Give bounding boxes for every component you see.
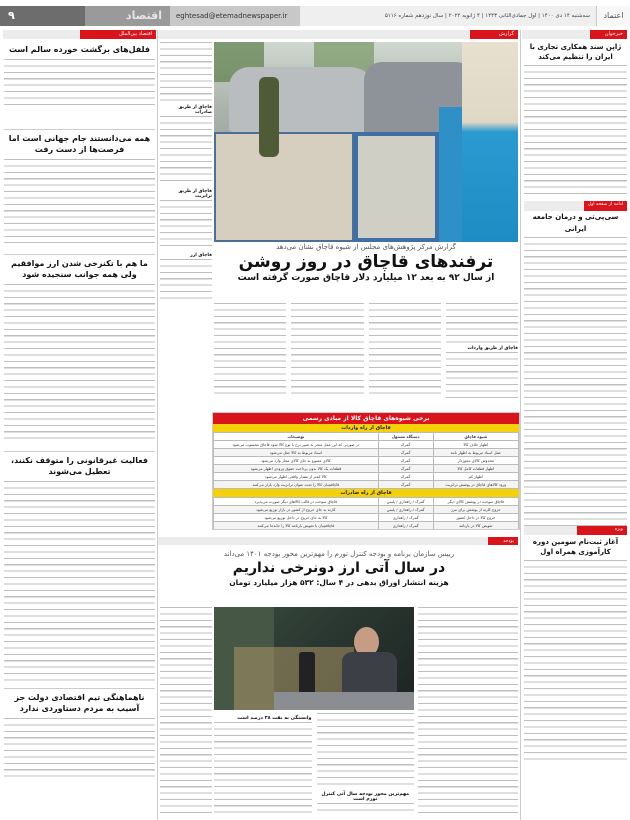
budget-subtitle: هزینه انتشار اوراق بدهی در ۴ سال: ۵۳۲ هزار میلیارد تومان	[229, 578, 449, 587]
center-col-bar	[158, 30, 518, 39]
right-column	[524, 42, 627, 820]
article	[524, 42, 627, 195]
table-row: اظهار کم گمرک کالا کمتر از مقدار واقعی اظهار می‌شود	[214, 473, 519, 481]
subhead: قاچاق از طریق واردات	[467, 346, 518, 351]
truck-photo-detail	[462, 42, 518, 242]
article	[524, 211, 627, 521]
table-row: خروج کارنه از پوشش برای مرز گمرک / راهداری / پلیس کارنه به جای خروج از کشور در بازار توزیع می‌شود	[214, 506, 519, 514]
table-row: عمل اسناد مربوط به اظهار نامه گمرک اسناد مربوط به کالا جعل می‌شود	[214, 449, 519, 457]
report-headline-block	[214, 243, 518, 303]
section-title: اقتصاد	[85, 6, 170, 26]
table-row: تعویض کالا در بارنامه گمرک / راهداری قاچاقچیان با تعویض بارنامه کالا را جابه‌جا می‌کنند	[214, 522, 519, 530]
article	[4, 133, 155, 251]
article-body	[4, 59, 155, 109]
subhead: قاچاق از طریق صادرات	[178, 105, 212, 115]
budget-kicker: رییس سازمان برنامه و بودجه کنترل تورم را مهم‌ترین محور بودجه ۱۴۰۱ می‌داند	[223, 550, 455, 558]
center-col-tag: گزارش	[470, 30, 518, 39]
article	[4, 258, 155, 448]
imports-table: شیوه قاچاق دستگاه مسئول توضیحات اظهار خلاف کالا گمرک در صورتی که این عمل منجر به تغییر نرخ یا نوع کالا شود قاچاق محسوب می‌شود عمل اسناد مربوط به اظهار نامه گمرک اسناد مربوط به کالا جعل می‌شود مخدوش کالای مجوزدار گمرک کالای ممنوع به جای کالای مجاز وارد می‌شود اظهار قطعات کامل کالا گمرک قطعات یک کالا بدون پرداخت حقوق ورودی اظهار می‌شود اظهار کم گمرک کالا کمتر از مقدار واقعی اظهار می‌شود ورود کالاهای قاچاق در پوشش ترانزیت گمرک قاچاقچیان کالا را تحت عنوان ترانزیت وارد بازار می‌کنند	[213, 432, 519, 489]
continued-tag: ادامه از صفحه اول	[584, 201, 627, 211]
table-title: برخی شیوه‌های قاچاق کالا از مبادی رسمی	[213, 413, 519, 424]
article-body	[524, 560, 627, 760]
table-row: قاچاق سوخت در پوشش کالای دیگر گمرک / راهداری / پلیس قاچاق سوخت در قالب کالاهای دیگر صورت می‌پذیرد	[214, 498, 519, 506]
budget-side-column	[160, 607, 212, 820]
masthead	[0, 6, 630, 26]
report-side-column	[160, 42, 212, 342]
article-title[interactable]: آغاز ثبت‌نام سومین دوره کارآموزی همراه اول	[532, 538, 619, 556]
section-bar	[524, 526, 627, 535]
article-body	[4, 159, 155, 243]
report-subtitle: از سال ۹۲ به بعد ۱۲ میلیارد دلار قاچاق صورت گرفته است	[237, 273, 495, 283]
article-body	[160, 200, 212, 250]
subhead: مهم‌ترین محور بودجه سال آتی کنترل تورم است	[321, 792, 410, 802]
budget-title[interactable]: در سال آتی ارز دونرخی نداریم	[232, 560, 446, 576]
newspaper-logo: اعتماد	[596, 6, 630, 26]
section-email[interactable]: eghtesad@etemadnewspaper.ir	[170, 6, 300, 26]
report-kicker: گزارش مرکز پژوهش‌های مجلس از شیوه قاچاق نشان می‌دهد	[276, 243, 456, 251]
article-body	[317, 713, 415, 789]
budget-right-column	[418, 607, 518, 820]
right-col-tag: خبرخوان	[590, 30, 627, 39]
subhead: وابستگی به نفت ۳۸ درصد است	[237, 716, 312, 721]
article	[4, 692, 155, 778]
dateline: سه‌شنبه ۱۴ دی ۱۴۰۰ | اول جمادی‌الثانی ۱۴۴۳ | ۴ ژانویه ۲۰۲۲ | سال نوزدهم شماره ۵۱۱۶	[300, 6, 596, 26]
left-column	[4, 42, 155, 820]
article	[4, 455, 155, 685]
article	[524, 537, 627, 760]
article-title[interactable]: ژاپن سند همکاری تجاری با ایران را تنظیم می‌کند	[529, 43, 622, 61]
subhead: قاچاق ارز	[190, 253, 212, 258]
page-number: ۹	[0, 6, 85, 26]
table-row: خروج کالا در داخل کشور گمرک / راهداری کالا به جای خروج در داخل توزیع می‌شود	[214, 514, 519, 522]
table-row: اظهار قطعات کامل کالا گمرک قطعات یک کالا بدون پرداخت حقوق ورودی اظهار می‌شود	[214, 465, 519, 473]
parliament-speaker-photo	[214, 607, 414, 710]
article-title[interactable]: ناهماهنگی تیم اقتصادی دولت جز آسیب به مردم دستاوردی ندارد	[14, 693, 145, 713]
column-divider	[520, 30, 521, 820]
article-body	[4, 718, 155, 778]
table-row: ورود کالاهای قاچاق در پوشش ترانزیت گمرک قاچاقچیان کالا را تحت عنوان ترانزیت وارد بازار می‌کنند	[214, 481, 519, 489]
article-title[interactable]: همه می‌دانستند جام جهانی است اما فرصت‌ها از دست رفت	[8, 134, 151, 154]
article-body	[4, 481, 155, 681]
table-section-exports: قاچاق از راه صادرات	[213, 489, 519, 497]
table-row: اظهار خلاف کالا گمرک در صورتی که این عمل منجر به تغییر نرخ یا نوع کالا شود قاچاق محسوب می‌شود	[214, 441, 519, 449]
report-body	[214, 303, 518, 403]
budget-headline-block	[160, 550, 518, 602]
article-title[interactable]: فلفل‌های برگشت خورده سالم است	[8, 45, 151, 54]
article-title[interactable]: ما هم با تکنرخی شدن ارز موافقیم ولی همه جوانب سنجیده شود	[11, 259, 148, 279]
article-body	[4, 284, 155, 444]
table-row: مخدوش کالای مجوزدار گمرک کالای ممنوع به جای کالای مجاز وارد می‌شود	[214, 457, 519, 465]
article-body	[524, 65, 627, 195]
article-body	[214, 303, 286, 398]
article	[4, 44, 155, 126]
exports-table	[213, 497, 519, 530]
table-section-imports: قاچاق از راه واردات	[213, 424, 519, 432]
smuggling-methods-table	[212, 412, 520, 530]
budget-tag: بودجه	[488, 537, 518, 545]
article-title[interactable]: سی‌پی‌تی و درمان جامعه ایرانی	[532, 213, 619, 233]
article-body	[524, 237, 627, 527]
article-body	[160, 116, 212, 186]
subhead: قاچاق از طریق ترانزیت	[178, 189, 212, 199]
left-col-tag: اقتصاد بین‌الملل	[80, 30, 156, 39]
article-body	[160, 42, 212, 102]
column-divider	[157, 30, 158, 820]
article-title[interactable]: فعالیت غیرقانونی را متوقف نکنند، تعطیل می‌شوند	[11, 456, 148, 476]
article-body	[160, 259, 212, 299]
budget-body	[214, 713, 414, 820]
budget-bar	[158, 537, 518, 545]
special-tag: ویژه	[577, 526, 627, 535]
section-bar	[524, 201, 627, 211]
report-title[interactable]: ترفندهای قاچاق در روز روشن	[238, 252, 494, 272]
